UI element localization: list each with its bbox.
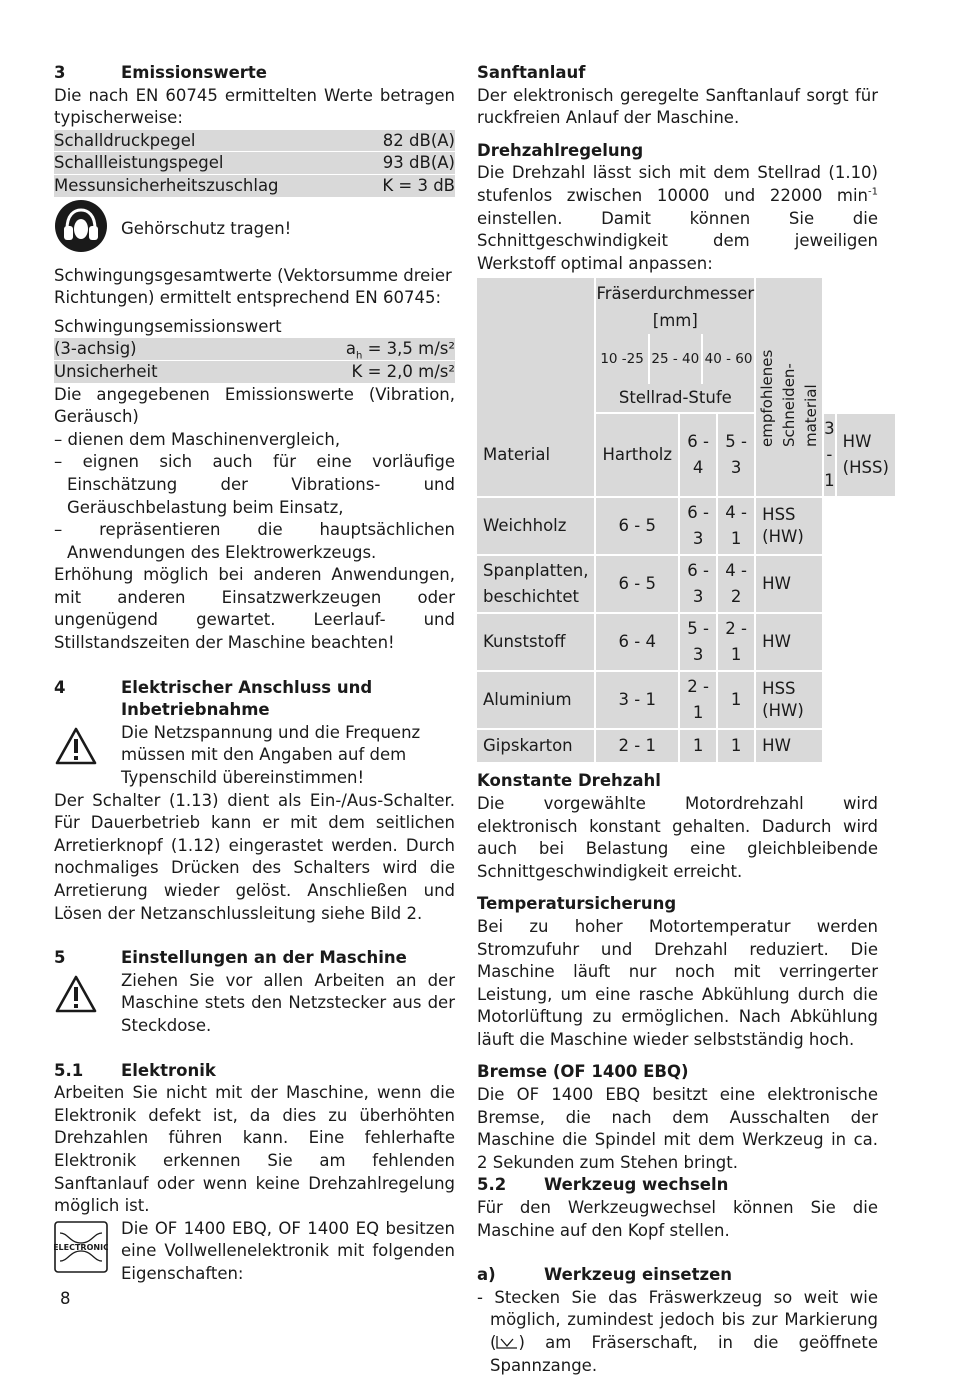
increase-note: Erhöhung möglich bei anderen Anwendungen, mit anderen Einsatzwerkzeugen oder ungenügend gewartet. Leerlauf- und Stillstandszeiten der Maschine beachten!: [54, 565, 455, 653]
soft-start-heading: Sanftanlauf: [477, 63, 586, 82]
insert-tool-item: - Stecken Sie das Fräswerkzeug so weit wie möglich, zumindest jedoch bis zur Markierung ( ) am Fräserschaft, in die geöffnete Spannzange.: [477, 1287, 878, 1375]
temperature-text: Bei zu hoher Motortemperatur werden Stromzufuhr und Drehzahl reduziert. Die Maschine läuft nur noch mit verringerter Leistung, um eine rasche Abkühlung durch die Motorlüftung zu ermöglichen. Nach Abkühlung läuft die Maschine wieder selbstständig hoch.: [477, 916, 878, 1049]
brake-heading: Bremse (OF 1400 EBQ): [477, 1062, 689, 1082]
plug-warning: Ziehen Sie vor allen Arbeiten an der Maschine stets den Netzstecker aus der Steckdose.: [54, 970, 455, 1038]
bullet-item: – dienen dem Maschinenvergleich,: [54, 429, 341, 449]
electronic-icon: [54, 1221, 108, 1273]
speed-control-text: Die Drehzahl lässt sich mit dem Stellrad (1.10) stufenlos zwischen 10000 und 22000 $\min^{-1}$ einstellen. Damit können Sie die Schnittgeschwindigkeit dem jeweiligen Werkstoff optimal anpassen:: [477, 163, 878, 273]
table-header-row: Material Fräserdurchmesser [mm] 10 -25 25 - 40 40 - 60 Stellrad-Stufe empfohlenes Schneiden-material: [477, 278, 895, 412]
warning-icon: [54, 726, 98, 766]
uncertainty-row: Unsicherheit K = 2,0 m/s²: [54, 361, 455, 381]
speed-control-heading: Drehzahlregelung: [477, 140, 644, 160]
page-number: 8: [60, 1289, 71, 1308]
warning-icon: [54, 974, 98, 1014]
vibration-row: (3-achsig) $a_h = 3,5$ m/s²: [54, 339, 455, 362]
marking-icon: [496, 1335, 518, 1349]
emission-intro: Die nach EN 60745 ermittelten Werte betragen typischerweise:: [54, 85, 455, 128]
section-5-heading: 5 Einstellungen an der Maschine: [54, 948, 407, 968]
given-values: Die angegebenen Emissionswerte (Vibration, Geräusch): [54, 384, 455, 427]
tool-change-text: Für den Werkzeugwechsel können Sie die Maschine auf den Kopf stellen.: [477, 1198, 878, 1240]
constant-speed-text: Die vorgewählte Motordrehzahl wird elektronisch konstant gehalten. Dadurch wird auch bei Belastung eine gleichbleibende Schnittgeschwindigkeit erreicht.: [477, 793, 878, 881]
emission-row: Messunsicherheitszuschlag K = 3 dB: [54, 175, 455, 195]
electronic-note: ELECTRONIC Die OF 1400 EBQ, OF 1400 EQ besitzen eine Vollwellenelektronik mit folgenden Eigenschaften:: [54, 1218, 455, 1283]
constant-speed-heading: Konstante Drehzahl: [477, 771, 661, 791]
voltage-warning: Die Netzspannung und die Frequenz müssen mit den Angaben auf dem Typenschild übereinstimmen!: [54, 722, 455, 790]
emission-row: Schallleistungspegel 93 dB(A): [54, 153, 455, 173]
emission-row: Schalldruckpegel 82 dB(A): [54, 130, 455, 150]
ear-protection-icon: [54, 199, 108, 253]
section-5-1-heading: 5.1 Elektronik: [54, 1060, 216, 1080]
section-4-heading: 4 Elektrischer Anschluss und Inbetriebnahme: [54, 677, 373, 720]
section-3-heading: 3 Emissionswerte: [54, 63, 267, 82]
vibration-intro: Schwingungsgesamtwerte (Vektorsumme dreier Richtungen) ermittelt entsprechend EN 60745:: [54, 265, 452, 308]
bullet-item: – eignen sich auch für eine vorläufige Einschätzung der Vibrations- und Geräuschbelastung beim Einsatz,: [54, 452, 455, 517]
right-column: [477, 62, 889, 1377]
temperature-heading: Temperatursicherung: [477, 894, 677, 914]
table-row: Hartholz 6 - 4 5 - 3 3 - 1 HW (HSS): [477, 414, 895, 496]
material-table: [475, 276, 897, 764]
table-row: Gipskarton 2 - 1 1 1 HW: [477, 730, 895, 762]
section-5-2-heading: 5.2 Werkzeug wechseln: [477, 1175, 729, 1195]
electronics-text: Arbeiten Sie nicht mit der Maschine, wenn die Elektronik defekt ist, da dies zu überhöhten Drehzahlen führen kann. Eine fehlerhafte Elektronik erkennen Sie am fehlenden Sanftanlauf oder wenn keine Drehzahlregelung möglich ist.: [54, 1083, 455, 1216]
brake-text: Die OF 1400 EBQ besitzt eine elektronische Bremse, die nach dem Ausschalten der Maschine die Spindel mit dem Werkzeug in ca. 2 Sekunden zum Stehen bringt.: [477, 1085, 878, 1172]
ear-protection-note: Gehörschutz tragen!: [54, 201, 455, 259]
vibration-label: Schwingungsemissionswert: [54, 316, 282, 336]
table-row: Kunststoff 6 - 4 5 - 3 2 - 1 HW: [477, 614, 895, 670]
bullet-item: – repräsentieren die hauptsächlichen Anwendungen des Elektrowerkzeugs.: [54, 520, 455, 562]
svg-text:ELECTRONIC: ELECTRONIC: [54, 1242, 108, 1252]
table-row: Aluminium 3 - 1 2 - 1 1 HSS (HW): [477, 672, 895, 728]
soft-start-text: Der elektronisch geregelte Sanftanlauf sorgt für ruckfreien Anlauf der Maschine.: [477, 85, 878, 128]
table-row: Weichholz 6 - 5 6 - 3 4 - 1 HSS (HW): [477, 498, 895, 554]
switch-text: Der Schalter (1.13) dient als Ein-/Aus-Schalter. Für Dauerbetrieb kann er mit dem seitlichen Arretierknopf (1.12) eingerastet werden. Durch nochmaliges Drücken des Schalters wird die Arretierung wieder gelöst. Anschließen und Lösen der Netzanschlussleitung siehe Bild 2.: [54, 790, 455, 923]
left-column: [54, 62, 455, 1286]
table-row: Spanplatten, beschichtet 6 - 5 6 - 3 4 - 2 HW: [477, 556, 895, 612]
section-a-heading: a) Werkzeug einsetzen: [477, 1265, 733, 1285]
